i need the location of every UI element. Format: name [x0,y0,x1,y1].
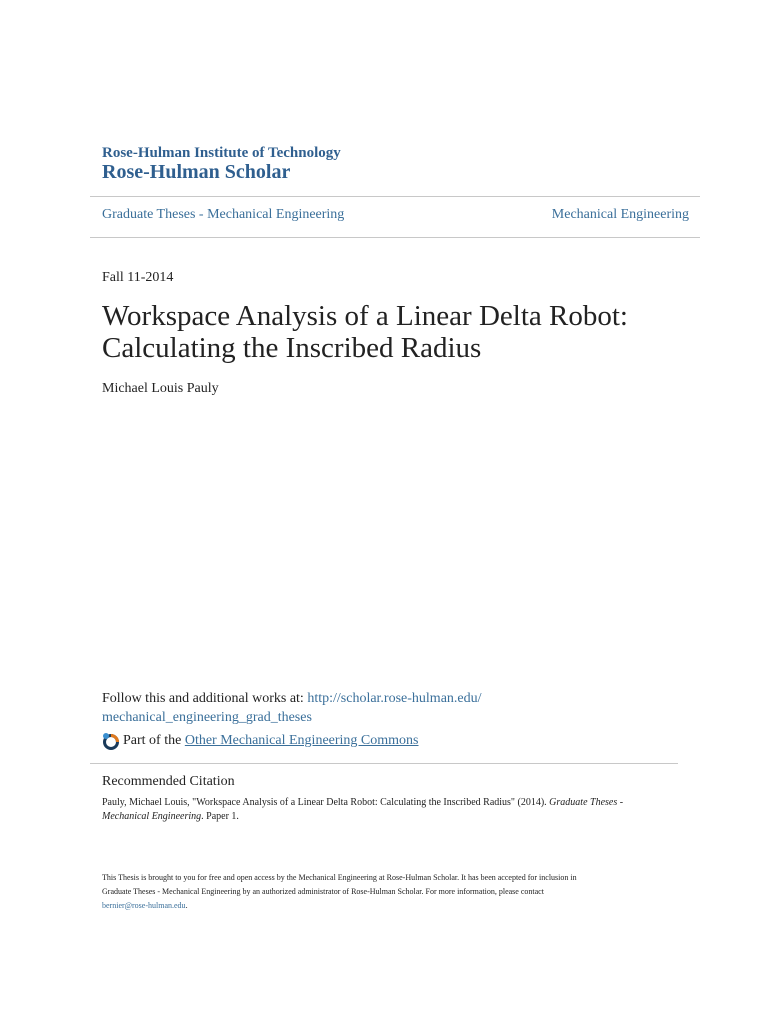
author-name: Michael Louis Pauly [102,381,219,396]
publication-date: Fall 11-2014 [102,270,174,285]
institution-name: Rose-Hulman Institute of Technology [102,145,341,161]
access-notice [102,871,662,913]
repository-url-line-1[interactable]: http://scholar.rose-hulman.edu/ [307,691,482,706]
title-line-1: Workspace Analysis of a Linear Delta Robot: [102,300,628,332]
email-suffix: . [185,901,188,910]
collection-link[interactable]: Graduate Theses - Mechanical Engineering [102,207,345,222]
commons-link[interactable]: Other Mechanical Engineering Commons [184,733,419,748]
follow-section [102,689,622,727]
contact-email-link[interactable]: bernier@rose-hulman.edu [102,901,186,910]
citation-series-line-2: Mechanical Engineering [102,811,202,822]
follow-prefix: Follow this and additional works at: [102,691,308,706]
citation-text [102,796,662,824]
citation-rule [90,763,678,764]
commons-logo-icon [102,732,120,750]
department-link[interactable]: Mechanical Engineering [551,207,689,222]
notice-line-2: Graduate Theses - Mechanical Engineering by an authorized administrator of Rose-Hulman Scholar. For more information, please contact [102,887,544,896]
header-rule-bottom [90,237,700,238]
citation-series-line-1: Graduate Theses - [549,797,624,808]
repository-url-line-2[interactable]: mechanical_engineering_grad_theses [102,710,312,725]
title-line-2: Calculating the Inscribed Radius [102,332,482,364]
repository-name[interactable]: Rose-Hulman Scholar [102,161,291,183]
citation-main: Pauly, Michael Louis, "Workspace Analysis of a Linear Delta Robot: Calculating the Inscribed Radius" (2014). [102,797,550,808]
commons-prefix: Part of the [123,733,182,748]
notice-line-1: This Thesis is brought to you for free and open access by the Mechanical Engineering at Rose-Hulman Scholar. It has been accepted for inclusion in [102,873,577,882]
header-rule-top [90,196,700,197]
document-title [102,300,662,364]
citation-suffix: . Paper 1. [201,811,239,822]
citation-heading: Recommended Citation [102,774,235,789]
commons-section [102,731,419,750]
